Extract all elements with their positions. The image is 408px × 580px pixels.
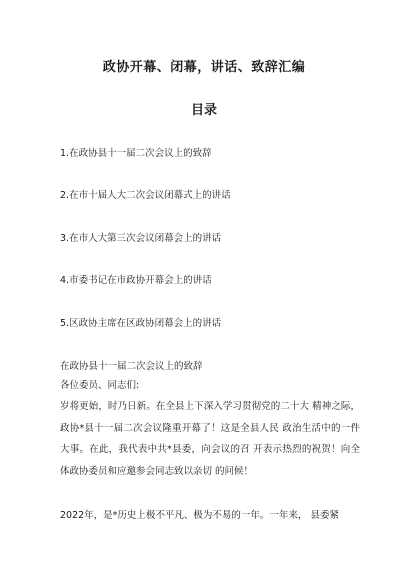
toc-item-5: 5.区政协主席在区政协闭幕会上的讲话 [60, 318, 222, 329]
paragraph-2: 2022年，是*历史上极不平凡、极为不易的一年。一年来， 县委紧 [60, 510, 339, 521]
paragraph-1: 岁将更始，时乃日新。在全县上下深入学习贯彻党的二十大 精神之际，政协*县十一届二次会议隆重开幕了！这是全县人民 政治生活中的一件大事。在此，我代表中共*县委，向会议的召 开表示热烈的祝贺！向全体政协委员和应邀参会同志致以亲切 的问候！ [60, 401, 360, 477]
salutation: 各位委员、同志们: [60, 380, 140, 391]
toc-heading: 目录 [190, 103, 217, 118]
toc-item-4: 4.市委书记在市政协开幕会上的讲话 [60, 275, 212, 286]
toc-item-2: 2.在市十届人大二次会议闭幕式上的讲话 [60, 190, 231, 201]
section-title: 在政协县十一届二次会议上的致辞 [60, 361, 203, 372]
document-title: 政协开幕、闭幕，讲话、致辞汇编 [102, 60, 306, 75]
toc-item-3: 3.在市人大第三次会议闭幕会上的讲话 [60, 233, 222, 244]
toc-item-1: 1.在政协县十一届二次会议上的致辞 [60, 148, 212, 159]
